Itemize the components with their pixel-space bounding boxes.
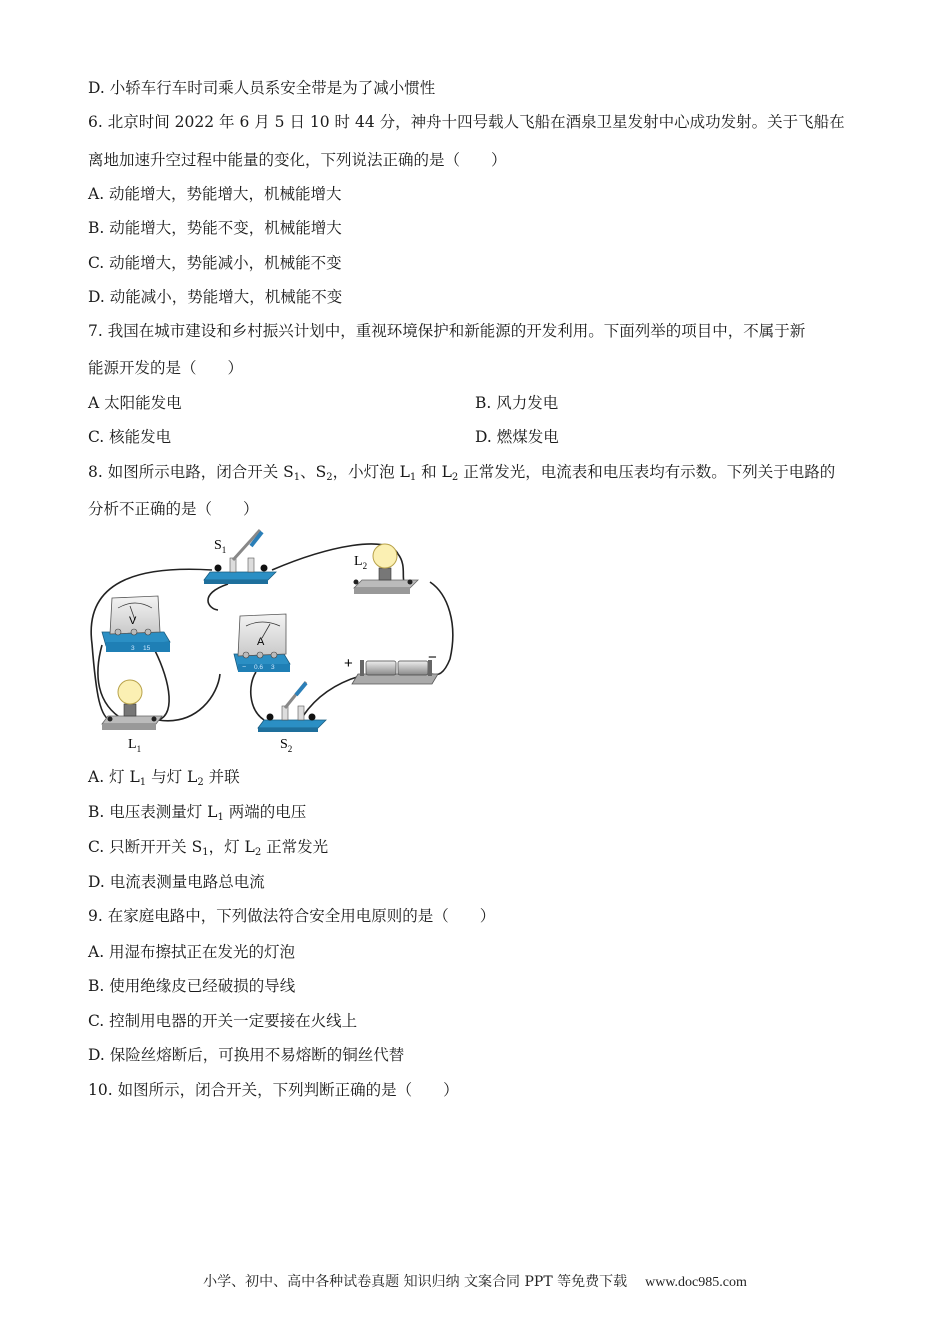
question-5-option-d: D. 小轿车行车时司乘人员系安全带是为了减小惯性	[88, 79, 436, 97]
question-10-stem: 10. 如图所示，闭合开关，下列判断正确的是（ ）	[88, 1081, 459, 1099]
voltmeter-symbol: V	[129, 615, 137, 627]
question-7-option-c: C. 核能发电	[88, 428, 172, 446]
footer-url[interactable]: www.doc985.com	[645, 1275, 747, 1290]
voltmeter-terminal-15: 15	[143, 645, 151, 652]
question-7-stem-line2: 能源开发的是（ ）	[88, 359, 244, 377]
question-9-option-d: D. 保险丝熔断后，可换用不易熔断的铜丝代替	[88, 1046, 405, 1064]
question-7-option-b: B. 风力发电	[475, 394, 559, 412]
question-9-option-a: A. 用湿布擦拭正在发光的灯泡	[88, 943, 296, 961]
page-footer	[0, 1271, 950, 1291]
switch-s2	[258, 682, 326, 732]
question-8-option-a: A. 灯 $L_1$ 与灯 $L_2$ 并联	[88, 768, 240, 788]
ammeter-symbol: A	[257, 636, 265, 648]
ammeter-terminal-0.6: 0.6	[254, 664, 264, 671]
label-s1: $S_1$	[214, 538, 227, 555]
question-6-stem-line2: 离地加速升空过程中能量的变化，下列说法正确的是（ ）	[88, 151, 507, 169]
label-l2: $L_2$	[354, 554, 368, 571]
question-7-stem-line1: 7. 我国在城市建设和乡村振兴计划中，重视环境保护和新能源的开发利用。下面列举的项目中，不属于新	[88, 322, 806, 340]
ammeter-terminal-3: 3	[271, 664, 275, 671]
battery	[352, 660, 438, 684]
question-6-option-c: C. 动能增大，势能减小，机械能不变	[88, 254, 342, 272]
battery-plus: +	[344, 655, 353, 672]
question-8-option-b: B. 电压表测量灯 $L_1$ 两端的电压	[88, 803, 307, 823]
lamp-l1	[102, 680, 162, 730]
question-7-option-d: D. 燃煤发电	[475, 428, 559, 446]
battery-minus: −	[428, 649, 437, 666]
question-8-option-c: C. 只断开开关 $S_1$，灯 $L_2$ 正常发光	[88, 838, 329, 858]
voltmeter-terminal-3: 3	[131, 645, 135, 652]
question-6-option-a: A. 动能增大，势能增大，机械能增大	[88, 185, 342, 203]
ammeter-terminal-minus: −	[242, 664, 247, 671]
footer-text: 小学、初中、高中各种试卷真题 知识归纳 文案合同 PPT 等免费下载	[203, 1274, 628, 1290]
question-9-option-b: B. 使用绝缘皮已经破损的导线	[88, 977, 296, 995]
question-8-stem-line1: 8. 如图所示电路，闭合开关 $S_1$、$S_2$，小灯泡 $L_1$ 和 $L_2$ 正常发光，电流表和电压表均有示数。下列关于电路的	[88, 463, 836, 483]
question-6-option-b: B. 动能增大，势能不变，机械能增大	[88, 219, 342, 237]
label-s2: $S_2$	[280, 737, 293, 754]
question-8-stem-line2: 分析不正确的是（ ）	[88, 500, 259, 518]
question-7-option-a: A 太阳能发电	[88, 394, 182, 412]
circuit-figure	[88, 524, 468, 756]
question-8-option-d: D. 电流表测量电路总电流	[88, 873, 265, 891]
label-l1: $L_1$	[128, 737, 142, 754]
question-9-stem: 9. 在家庭电路中，下列做法符合安全用电原则的是（ ）	[88, 907, 496, 925]
question-6-option-d: D. 动能减小，势能增大，机械能不变	[88, 288, 343, 306]
question-9-option-c: C. 控制用电器的开关一定要接在火线上	[88, 1012, 358, 1030]
question-6-stem-line1: 6. 北京时间 2022 年 6 月 5 日 10 时 44 分，神舟十四号载人飞船在酒泉卫星发射中心成功发射。关于飞船在	[88, 113, 845, 131]
